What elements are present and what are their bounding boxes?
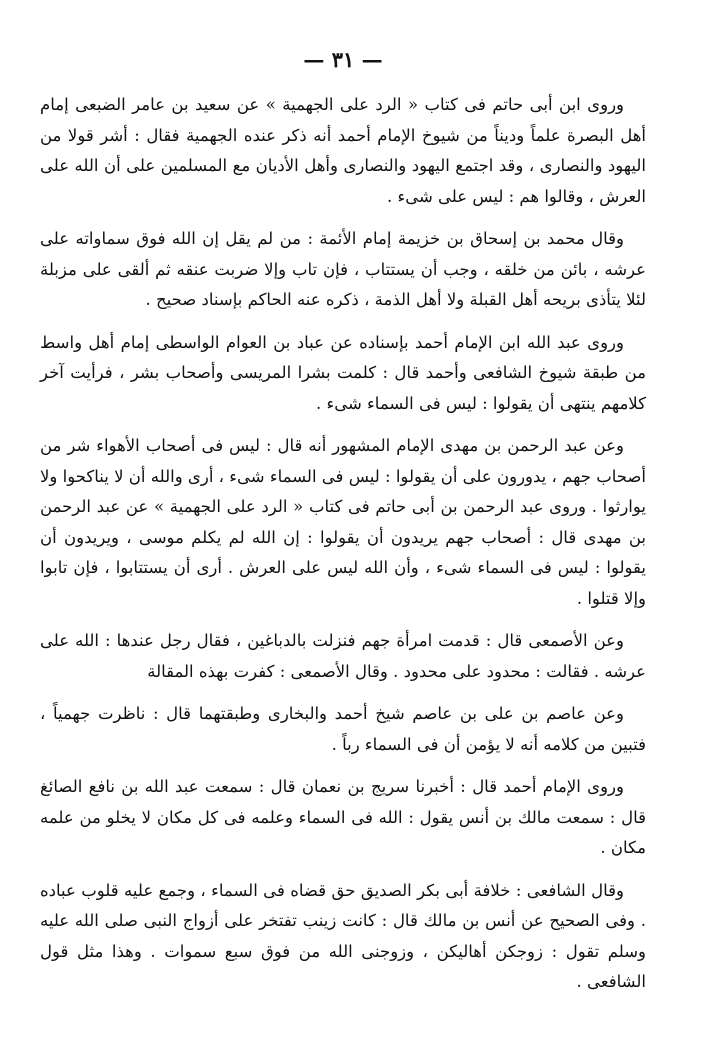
paragraph-asim-ibn-ali: وعن عاصم بن على بن عاصم شيخ أحمد والبخارى وطبقتهما قال : ناظرت جهمياً ، فتبين من كلامه أنه لا يؤمن أن فى السماء رباً . [40,704,646,754]
paragraph-abd-al-rahman-ibn-mahdi: وعن عبد الرحمن بن مهدى الإمام المشهور أنه قال : ليس فى أصحاب الأهواء شر من أصحاب جهم ، يدورون على أن يقولوا : ليس فى السماء شىء ، أرى والله أن لا يناكحوا ولا يوارثوا . وروى عبد الرحمن بن أبى حاتم فى كتاب « الرد على الجهمية » عن عبد الرحمن بن مهدى قال : أصحاب جهم يريدون أن يقولوا : إن الله لم يكلم موسى ، ويريدون أن يقولوا : ليس فى السماء شىء ، وأن الله ليس على العرش . أرى أن يستتابوا ، فإن تابوا وإلا قتلوا . [40,436,646,608]
paragraph-sa-id-ibn-amir: وروى ابن أبى حاتم فى كتاب « الرد على الجهمية » عن سعيد بن عامر الضبعى إمام أهل البصرة علماً وديناً من شيوخ الإمام أحمد أنه ذكر عنده الجهمية فقال : أشر قولا من اليهود والنصارى ، وقد اجتمع اليهود والنصارى وأهل الأديان مع المسلمين على أن الله على العرش ، وقالوا هم : ليس على شىء . [40,95,646,206]
page-number: — ٣١ — [303,47,383,72]
paragraph-al-shafii: وقال الشافعى : خلافة أبى بكر الصديق حق قضاه فى السماء ، وجمع عليه قلوب عباده . وفى الصحيح عن أنس بن مالك قال : كانت زينب تفتخر على أزواج النبى صلى الله عليه وسلم تقول : زوجكن أهاليكن ، وزوجنى الله من فوق سبع سموات . وهذا مثل قول الشافعى . [40,880,646,991]
paragraph-ibn-khuzayma: وقال محمد بن إسحاق بن خزيمة إمام الأئمة : من لم يقل إن الله فوق سماواته على عرشه ، بائن من خلقه ، وجب أن يستتاب ، فإن تاب وإلا ضربت عنقه ثم ألقى على مزبلة لئلا يتأذى بريحه أهل القبلة ولا أهل الذمة ، ذكره عنه الحاكم بإسناد صحيح . [40,229,646,309]
body-text [40,90,646,998]
paragraph-al-asmai: وعن الأصمعى قال : قدمت امرأة جهم فنزلت بالدباغين ، فقال رجل عندها : الله على عرشه . فقالت : محدود على محدود . وقال الأصمعى : كفرت بهذه المقالة [40,631,646,681]
paragraph-imam-malik: وروى الإمام أحمد قال : أخبرنا سريج بن نعمان قال : سمعت عبد الله بن نافع الصائغ قال : سمعت مالك بن أنس يقول : الله فى السماء وعلمه فى كل مكان لا يخلو من علمه مكان . [40,777,646,857]
paragraph-abbad-ibn-al-awwam: وروى عبد الله ابن الإمام أحمد بإسناده عن عباد بن العوام الواسطى إمام أهل واسط من طبقة شيوخ الشافعى وأحمد قال : كلمت بشرا المريسى وأصحاب بشر ، فرأيت آخر كلامهم ينتهى أن يقولوا : ليس فى السماء شىء . [40,332,646,413]
